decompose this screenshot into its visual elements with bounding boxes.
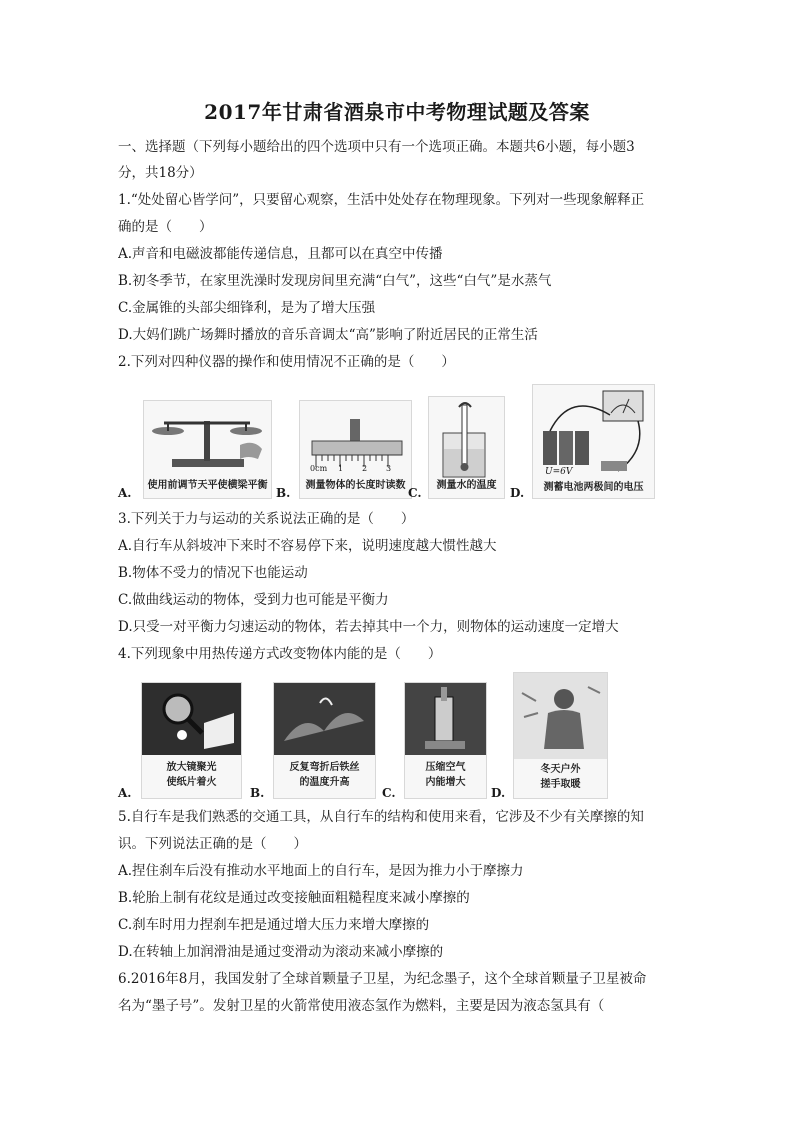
q4-label-b: B.	[250, 786, 265, 800]
q5-option-d: D.在转轴上加润滑油是通过变滑动为滚动来减小摩擦的	[118, 944, 444, 960]
q2-label-a: A.	[118, 486, 132, 500]
q4-label-a: A.	[118, 786, 132, 800]
q2-caption-a: 使用前调节天平使横梁平衡	[147, 480, 268, 491]
section-instructions-cont: 分，共18分）	[118, 165, 203, 181]
q4-caption-c-line2: 内能增大	[425, 777, 466, 788]
ruler-mark-3: 3	[386, 464, 392, 473]
q3-option-a: A.自行车从斜坡冲下来时不容易停下来，说明速度越大惯性越大	[118, 538, 497, 554]
q4-figure-a-magnifier	[141, 682, 242, 799]
page-title: 2017年甘肃省酒泉市中考物理试题及答案	[204, 100, 590, 124]
voltage-label: U=6V	[545, 467, 573, 477]
q2-label-b: B.	[276, 486, 291, 500]
q2-figure-c-thermometer	[428, 396, 505, 499]
q2-label-c: C.	[408, 486, 422, 500]
q4-caption-b-line2: 的温度升高	[299, 777, 350, 788]
q4-caption-c-line1: 压缩空气	[425, 762, 466, 773]
q2-label-d: D.	[510, 486, 525, 500]
q2-figure-b-ruler	[299, 400, 412, 499]
q4-caption-a-line1: 放大镜聚光	[166, 762, 217, 773]
q5-option-b: B.轮胎上制有花纹是通过改变接触面粗糙程度来减小摩擦的	[118, 890, 470, 906]
q4-caption-d-line1: 冬天户外	[540, 764, 581, 775]
ruler-mark-1: 1	[338, 464, 344, 473]
q4-label-d: D.	[491, 786, 506, 800]
q4-caption-d-line2: 搓手取暖	[540, 779, 581, 790]
q1-stem: 1.“处处留心皆学问”，只要留心观察，生活中处处存在物理现象。下列对一些现象解释正	[118, 192, 645, 208]
section-instructions: 一、选择题（下列每小题给出的四个选项中只有一个选项正确。本题共6小题，每小题3	[118, 139, 635, 155]
q1-option-d: D.大妈们跳广场舞时播放的音乐音调太“高”影响了附近居民的正常生活	[118, 327, 538, 343]
q5-stem: 5.自行车是我们熟悉的交通工具，从自行车的结构和使用来看，它涉及不少有关摩擦的知	[118, 809, 644, 825]
q5-stem-cont: 识。下列说法正确的是（ ）	[118, 836, 307, 852]
q3-stem: 3.下列关于力与运动的关系说法正确的是（ ）	[118, 511, 415, 527]
q4-stem: 4.下列现象中用热传递方式改变物体内能的是（ ）	[118, 646, 442, 662]
q4-label-c: C.	[382, 786, 396, 800]
ruler-mark-2: 2	[362, 464, 368, 473]
q2-figure-d-voltmeter	[532, 384, 655, 499]
q1-stem-cont: 确的是（ ）	[118, 219, 213, 235]
q4-figure-c-piston	[404, 682, 487, 799]
q4-caption-b-line1: 反复弯折后铁丝	[289, 762, 360, 773]
q2-figure-a-balance	[143, 400, 272, 499]
q1-option-a: A.声音和电磁波都能传递信息，且都可以在真空中传播	[118, 246, 443, 262]
q3-option-d: D.只受一对平衡力匀速运动的物体，若去掉其中一个力，则物体的运动速度一定增大	[118, 619, 619, 635]
q4-figure-b-wire	[273, 682, 376, 799]
q5-option-c: C.刹车时用力捏刹车把是通过增大压力来增大摩擦的	[118, 917, 430, 933]
q1-option-b: B.初冬季节，在家里洗澡时发现房间里充满“白气”，这些“白气”是水蒸气	[118, 273, 552, 289]
q2-stem: 2.下列对四种仪器的操作和使用情况不正确的是（ ）	[118, 354, 455, 370]
q4-figure-d-hands	[513, 672, 608, 799]
q1-option-c: C.金属锥的头部尖细锋利，是为了增大压强	[118, 300, 376, 316]
q2-caption-c: 测量水的温度	[436, 480, 497, 491]
q3-option-b: B.物体不受力的情况下也能运动	[118, 565, 308, 581]
q3-option-c: C.做曲线运动的物体，受到力也可能是平衡力	[118, 592, 389, 608]
q5-option-a: A.捏住刹车后没有推动水平地面上的自行车，是因为推力小于摩擦力	[118, 863, 524, 879]
ruler-mark-0: 0cm	[310, 464, 328, 473]
q6-stem-cont: 名为“墨子号”。发射卫星的火箭常使用液态氢作为燃料，主要是因为液态氢具有（	[118, 998, 605, 1014]
q2-caption-d: 测蓄电池两极间的电压	[543, 482, 644, 493]
q2-caption-b: 测量物体的长度时读数	[305, 480, 406, 491]
q6-stem: 6.2016年8月，我国发射了全球首颗量子卫星，为纪念墨子，这个全球首颗量子卫星被命	[118, 971, 647, 987]
q4-caption-a-line2: 使纸片着火	[166, 777, 217, 788]
